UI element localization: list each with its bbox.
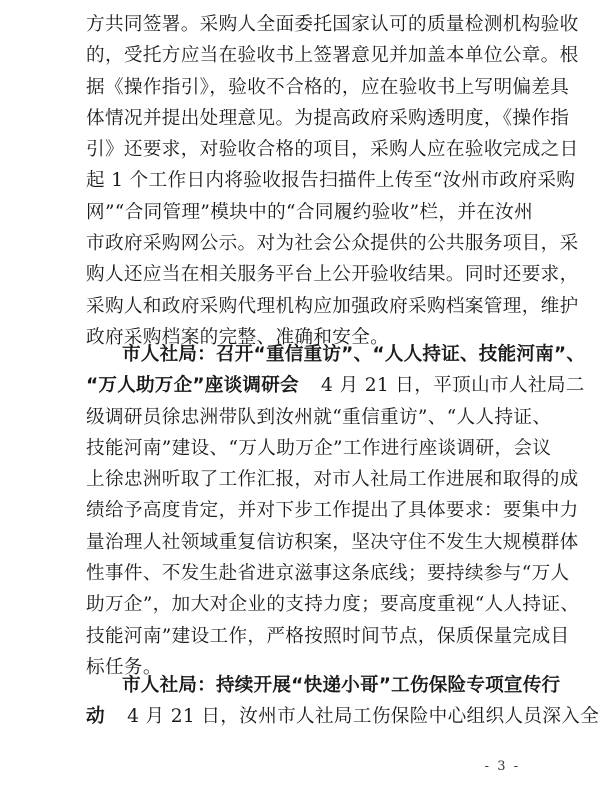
news-body-line: 绩给予高度肯定，并对下步工作提出了具体要求：要集中力 <box>86 500 579 522</box>
paragraph-line: 的，受托方应当在验收书上签署意见并加盖本单位公章。根 <box>86 45 579 67</box>
news-body-line: 助万企”，加大对企业的支持力度；要高度重视“人人持证、 <box>86 594 580 616</box>
news-body-line: 级调研员徐忠洲带队到汝州就“重信重访”、“人人持证、 <box>86 406 552 428</box>
page-number: - 3 - <box>484 759 520 774</box>
paragraph-line: 政府采购档案的完整、准确和安全。 <box>86 326 390 348</box>
paragraph-line: 购人还应当在相关服务平台上公开验收结果。同时还要求， <box>86 264 579 286</box>
news-item-1 <box>86 339 586 683</box>
news-body-line: 上徐忠洲听取了工作汇报，对市人社局工作进展和取得的成 <box>86 469 579 491</box>
news-body-line: 标任务。 <box>86 656 162 678</box>
paragraph-line: 方共同签署。采购人全面委托国家认可的质量检测机构验收 <box>86 14 579 35</box>
paragraph-line: 采购人和政府采购代理机构应加强政府采购档案管理，维护 <box>86 295 579 317</box>
news-title-line <box>86 670 561 701</box>
paragraph-line: 引》还要求，对验收合格的项目，采购人应在验收完成之日 <box>86 139 579 161</box>
news-title-line <box>86 701 600 732</box>
news-body-text: 4 月 21 日，汝州市人社局工伤保险中心组织人员深入全 <box>127 706 600 728</box>
news-item-2 <box>86 670 600 733</box>
news-body-line: 技能河南”建设工作，严格按照时间节点，保质保量完成目 <box>86 625 570 647</box>
news-title: 市人社局：召开“重信重访”、“人人持证、技能河南”、 <box>122 344 586 365</box>
news-body-line: 技能河南”建设、“万人助万企”工作进行座谈调研，会议 <box>86 437 552 459</box>
news-body-line: 性事件、不发生赴省进京滋事这条底线；要持续参与“万人 <box>86 563 570 585</box>
news-title-line <box>86 339 586 370</box>
news-title: “万人助万企”座谈调研会 <box>86 375 299 397</box>
news-body-text: 4 月 21 日，平顶山市人社局二 <box>321 375 585 397</box>
news-title: 市人社局：持续开展“快递小哥”工伤保险专项宣传行 <box>122 675 561 696</box>
news-title-line <box>86 370 585 401</box>
news-title: 动 <box>86 706 105 728</box>
paragraph-line: 起 1 个工作日内将验收报告扫描件上传至“汝州市政府采购 <box>86 170 576 192</box>
paragraph-line: 体情况并提出处理意见。为提高政府采购透明度，《操作指 <box>86 107 570 129</box>
paragraph-line: 市政府采购网公示。对为社会公众提供的公共服务项目，采 <box>86 233 579 255</box>
news-body-line: 量治理人社领域重复信访积案，坚决守住不发生大规模群体 <box>86 531 579 553</box>
body-paragraph <box>86 9 579 353</box>
paragraph-line: 据《操作指引》，验收不合格的，应在验收书上写明偏差具 <box>86 76 570 98</box>
paragraph-line: 网”“合同管理”模块中的“合同履约验收”栏，并在汝州 <box>86 201 534 223</box>
